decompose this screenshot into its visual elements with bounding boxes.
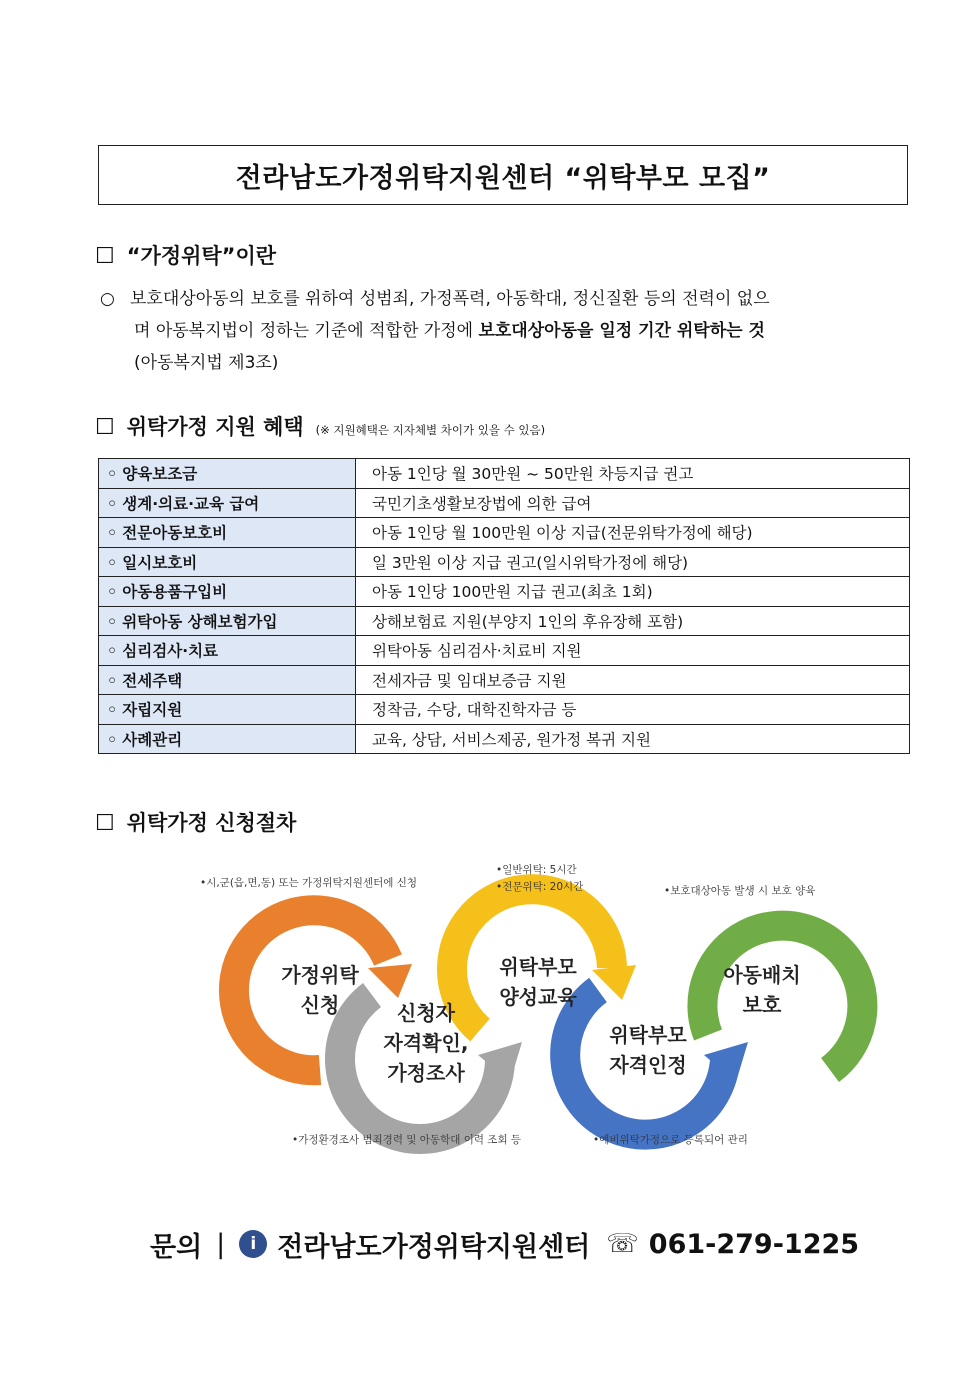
benefit-label: ◦ 아동용품구입비 <box>99 577 356 607</box>
step-1-arrow <box>234 910 412 1070</box>
contact-label: 문의 <box>150 1231 203 1263</box>
benefit-value: 아동 1인당 월 100만원 이상 지급(전문위탁가정에 해당) <box>356 518 910 548</box>
benefit-value: 아동 1인당 월 30만원 ~ 50만원 차등지급 권고 <box>356 459 910 489</box>
benefit-value: 위탁아동 심리검사·치료비 지원 <box>356 636 910 666</box>
step-5-line-1: 아동배치 <box>723 963 801 987</box>
step-2-line-2: 자격확인, <box>383 1031 469 1055</box>
step-3-note-1: •일반위탁: 5시간 <box>496 864 577 876</box>
table-row <box>99 577 910 607</box>
step-5-line-2: 보호 <box>742 993 782 1017</box>
benefits-note: (※ 지원혜택은 지자체별 차이가 있을 수 있음) <box>315 423 546 437</box>
section-title: 위탁가정 지원 혜택 <box>126 415 304 439</box>
step-3-note-2: •전문위탁: 20시간 <box>496 881 584 893</box>
benefit-label: ◦ 위탁아동 상해보험가입 <box>99 606 356 636</box>
checkbox-marker-icon: ☐ <box>95 811 115 836</box>
table-row <box>99 695 910 725</box>
step-3-line-2: 양성교육 <box>499 985 577 1009</box>
benefit-value: 상해보험료 지원(부양지 1인의 후유장해 포함) <box>356 606 910 636</box>
section-heading-procedure <box>95 807 296 837</box>
definition-line-1: 보호대상아동의 보호를 위하여 성범죄, 가정폭력, 아동학대, 정신질환 등의 전력이 없으 <box>130 289 770 309</box>
table-row <box>99 636 910 666</box>
benefit-label: ◦ 전문아동보호비 <box>99 518 356 548</box>
table-row <box>99 547 910 577</box>
table-row <box>99 665 910 695</box>
benefit-value: 국민기초생활보장법에 의한 급여 <box>356 488 910 518</box>
contact-line <box>150 1224 859 1264</box>
definition-line-3: (아동복지법 제3조) <box>134 353 279 373</box>
step-3-arrow <box>452 889 636 1030</box>
step-4-note: •예비위탁가정으로 등록되어 관리 <box>593 1134 748 1146</box>
phone-icon: ☏ <box>606 1229 639 1259</box>
bullet-circle-icon: ○ <box>100 289 115 309</box>
page-title: 전라남도가정위탁지원센터 “위탁부모 모집” <box>235 162 771 194</box>
benefit-value: 정착금, 수당, 대학진학자금 등 <box>356 695 910 725</box>
step-4-line-2: 자격인정 <box>609 1053 687 1077</box>
step-5-arrow <box>702 926 862 1070</box>
benefit-label: ◦ 양육보조금 <box>99 459 356 489</box>
step-1-line-2: 신청 <box>300 993 340 1017</box>
step-1-note: •시,군(읍,면,동) 또는 가정위탁지원센터에 신청 <box>200 877 417 889</box>
step-5-note: •보호대상아동 발생 시 보호 양육 <box>664 885 816 897</box>
step-1-line-1: 가정위탁 <box>281 963 359 987</box>
benefit-label: ◦ 일시보호비 <box>99 547 356 577</box>
step-2-line-1: 신청자 <box>397 1001 455 1025</box>
section-title: 위탁가정 신청절차 <box>126 811 297 835</box>
benefit-label: ◦ 자립지원 <box>99 695 356 725</box>
section-heading-definition <box>95 240 276 270</box>
section-heading-benefits <box>95 411 545 441</box>
table-row <box>99 459 910 489</box>
table-row <box>99 518 910 548</box>
title-box <box>98 145 908 205</box>
table-row <box>99 488 910 518</box>
benefit-value: 일 3만원 이상 지급 권고(일시위탁가정에 해당) <box>356 547 910 577</box>
contact-org: 전라남도가정위탁지원센터 <box>277 1231 591 1263</box>
step-3-line-1: 위탁부모 <box>499 955 577 979</box>
benefit-label: ◦ 생계·의료·교육 급여 <box>99 488 356 518</box>
definition-line-2-bold: 보호대상아동을 일정 기간 위탁하는 것 <box>478 321 765 341</box>
step-2-note: •가정환경조사 범죄경력 및 아동학대 이력 조회 등 <box>292 1134 522 1146</box>
definition-paragraph <box>100 283 912 379</box>
benefit-label: ◦ 전세주택 <box>99 665 356 695</box>
definition-line-2 <box>100 315 912 347</box>
center-logo-icon: i <box>239 1230 267 1258</box>
step-2-arrow <box>340 995 522 1139</box>
table-row <box>99 606 910 636</box>
benefits-table <box>98 458 910 754</box>
checkbox-marker-icon: ☐ <box>95 244 115 269</box>
checkbox-marker-icon: ☐ <box>95 415 115 440</box>
section-title: “가정위탁”이란 <box>126 244 277 268</box>
step-2-line-3: 가정조사 <box>387 1061 465 1085</box>
table-row <box>99 724 910 754</box>
benefit-value: 전세자금 및 임대보증금 지원 <box>356 665 910 695</box>
benefit-value: 교육, 상담, 서비스제공, 원가정 복귀 지원 <box>356 724 910 754</box>
definition-line-2-plain: 며 아동복지법이 정하는 기준에 적합한 가정에 <box>134 321 479 341</box>
benefit-value: 아동 1인당 100만원 지급 권고(최초 1회) <box>356 577 910 607</box>
contact-separator: | <box>216 1228 226 1260</box>
step-4-arrow <box>565 990 748 1135</box>
contact-phone[interactable]: 061-279-1225 <box>648 1228 860 1260</box>
benefit-label: ◦ 심리검사·치료 <box>99 636 356 666</box>
step-4-line-1: 위탁부모 <box>609 1023 687 1047</box>
benefit-label: ◦ 사례관리 <box>99 724 356 754</box>
